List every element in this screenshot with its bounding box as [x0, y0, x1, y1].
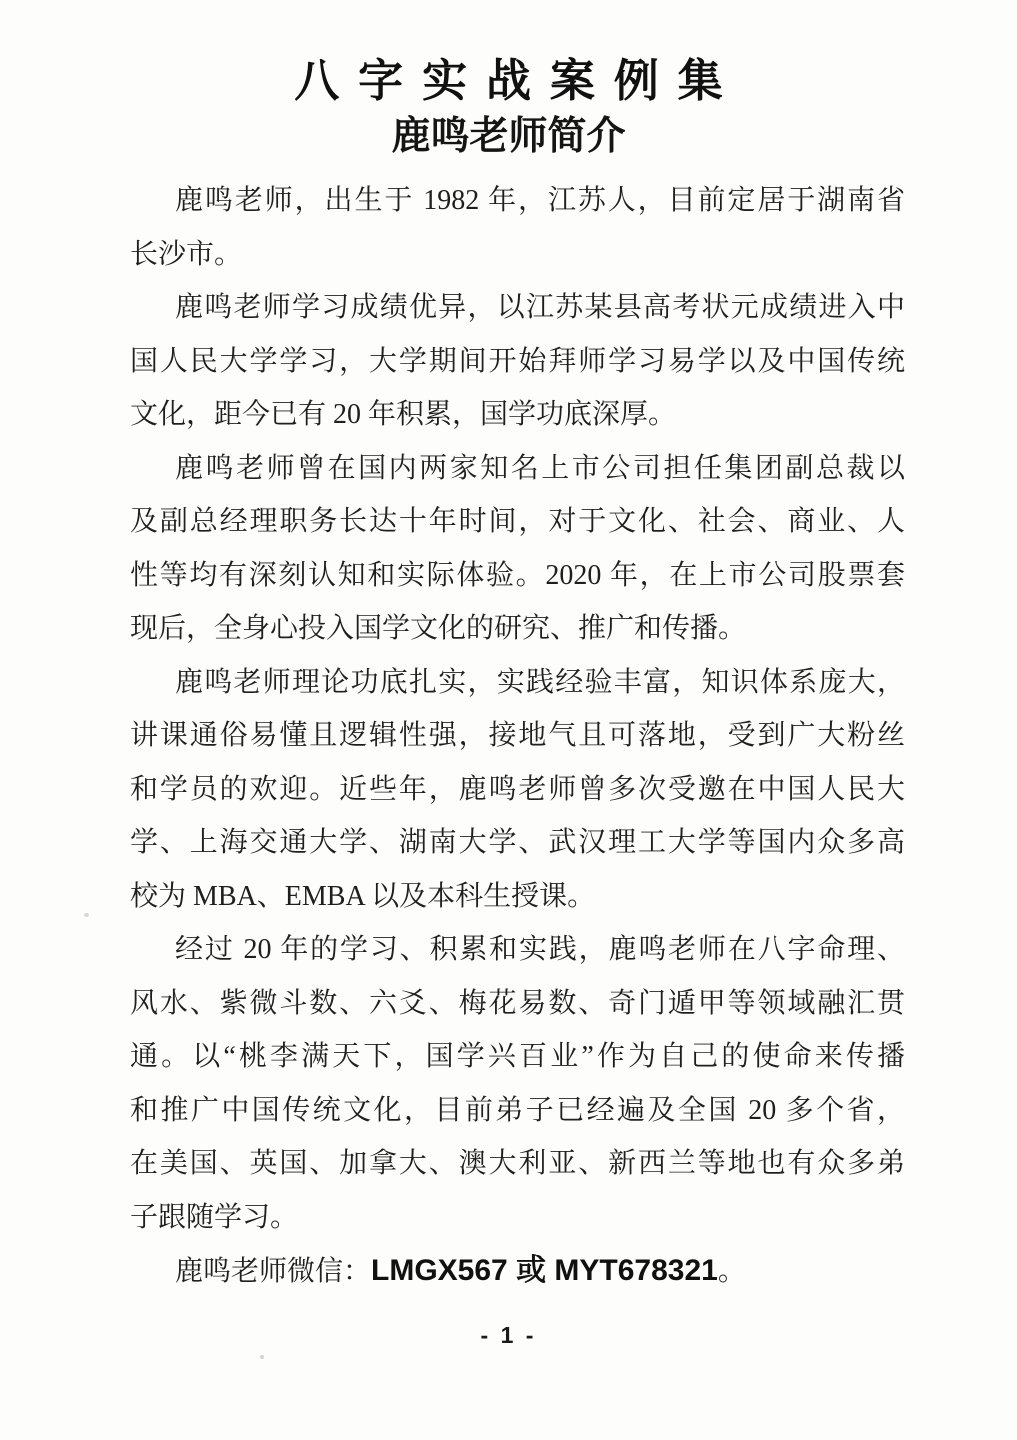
paragraph-line: 在美国、英国、加拿大、澳大利亚、新西兰等地也有众多弟	[130, 1148, 905, 1179]
scan-speck	[84, 913, 89, 917]
paragraph-line: 学、上海交通大学、湖南大学、武汉理工大学等国内众多高	[130, 827, 905, 858]
paragraphs-container	[130, 174, 905, 1244]
paragraph-line: 文化，距今已有 20 年积累，国学功底深厚。	[130, 399, 677, 430]
paragraph-line: 校为 MBA、EMBA 以及本科生授课。	[130, 880, 596, 912]
scan-speck	[260, 1355, 264, 1359]
wechat-line-period: 。	[717, 1256, 746, 1287]
wechat-label: 鹿鸣老师微信：	[175, 1256, 372, 1287]
paragraph-line: 子跟随学习。	[130, 1201, 299, 1233]
paragraph-line: 性等均有深刻认知和实际体验。2020 年，在上市公司股票套	[130, 559, 905, 591]
paragraph-line: 风水、紫微斗数、六爻、梅花易数、奇门遁甲等领域融汇贯	[130, 987, 905, 1019]
paragraph-line: 鹿鸣老师曾在国内两家知名上市公司担任集团副总裁以	[175, 452, 905, 484]
paragraph-line: 通。以“桃李满天下，国学兴百业”作为自己的使命来传播	[130, 1041, 905, 1072]
wechat-contact-line	[130, 1244, 905, 1298]
paragraph-line: 国人民大学学习，大学期间开始拜师学习易学以及中国传统	[130, 345, 905, 377]
paragraph-line: 鹿鸣老师，出生于 1982 年，江苏人，目前定居于湖南省	[175, 185, 905, 216]
paragraph-line: 和学员的欢迎。近些年，鹿鸣老师曾多次受邀在中国人民大	[130, 773, 905, 805]
paragraph-line: 经过 20 年的学习、积累和实践，鹿鸣老师在八字命理、	[175, 934, 905, 965]
document-title: 八字实战案例集	[294, 56, 742, 106]
document-subtitle: 鹿鸣老师简介	[391, 115, 626, 158]
paragraph-line: 现后，全身心投入国学文化的研究、推广和传播。	[130, 613, 747, 644]
paragraph-line: 和推广中国传统文化，目前弟子已经遍及全国 20 多个省，	[130, 1094, 905, 1126]
paragraph-line: 长沙市。	[130, 238, 243, 270]
paragraph-line: 鹿鸣老师学习成绩优异，以江苏某县高考状元成绩进入中	[175, 292, 905, 323]
document-body	[130, 174, 905, 1298]
wechat-ids: LMGX567 或 MYT678321	[371, 1254, 718, 1287]
paragraph-line: 鹿鸣老师理论功底扎实，实践经验丰富，知识体系庞大，	[175, 666, 905, 698]
page-number: - 1 -	[480, 1322, 537, 1348]
paragraph-line: 及副总经理职务长达十年时间，对于文化、社会、商业、人	[130, 506, 905, 537]
paragraph-line: 讲课通俗易懂且逻辑性强，接地气且可落地，受到广大粉丝	[130, 720, 905, 751]
